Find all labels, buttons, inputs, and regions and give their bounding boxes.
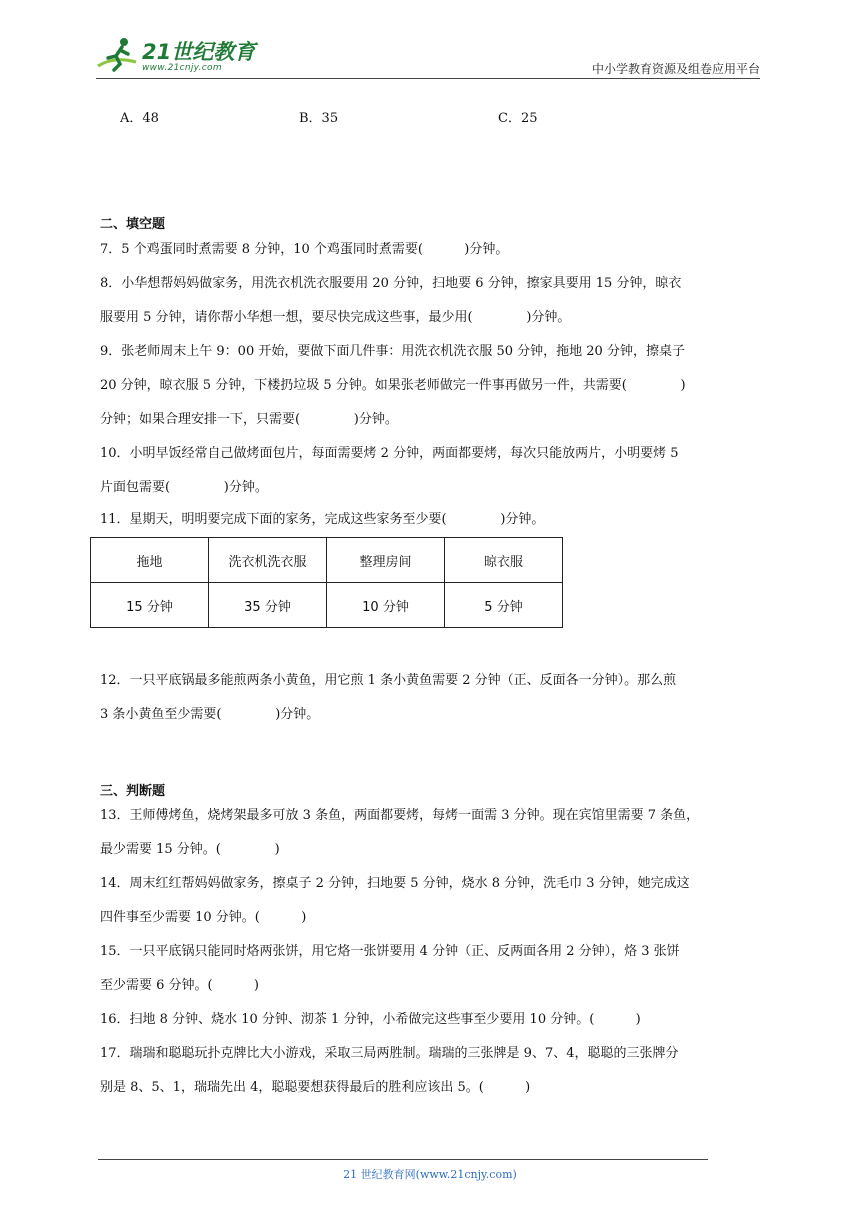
logo-title: 21世纪教育 — [142, 40, 256, 64]
question-line: 14．周末红红帮妈妈做家务，擦桌子 2 分钟，扫地要 5 分钟，烧水 8 分钟，洗毛巾 3 分钟，她完成这 — [100, 876, 690, 891]
question-line: 别是 8、5、1，瑞瑞先出 4，聪聪要想获得最后的胜利应该出 5。( ) — [100, 1080, 531, 1095]
table-header-cell: 洗衣机洗衣服 — [209, 538, 327, 583]
logo-url: www.21cnjy.com — [142, 63, 222, 73]
question-line: 分钟；如果合理安排一下，只需要( )分钟。 — [100, 412, 398, 427]
option-b: B．35 — [299, 111, 339, 126]
chores-table — [90, 537, 563, 628]
runner-logo-icon — [96, 36, 140, 74]
header-divider — [96, 78, 760, 79]
question-line: 12．一只平底锅最多能煎两条小黄鱼，用它煎 1 条小黄鱼需要 2 分钟（正、反面各一分钟）。那么煎 — [100, 673, 677, 688]
question-line: 9．张老师周末上午 9：00 开始，要做下面几件事：用洗衣机洗衣服 50 分钟，拖地 20 分钟，擦桌子 — [100, 344, 685, 359]
site-logo — [96, 30, 266, 80]
platform-name: 中小学教育资源及组卷应用平台 — [591, 62, 760, 76]
table-cell: 10 分钟 — [327, 583, 445, 628]
question-line: 17．瑞瑞和聪聪玩扑克牌比大小游戏，采取三局两胜制。瑞瑞的三张牌是 9、7、4，聪聪的三张牌分 — [100, 1046, 679, 1061]
question-line: 8．小华想帮妈妈做家务，用洗衣机洗衣服要用 20 分钟，扫地要 6 分钟，擦家具要用 15 分钟，晾衣 — [100, 276, 682, 291]
question-line: 15．一只平底锅只能同时烙两张饼，用它烙一张饼要用 4 分钟（正、反两面各用 2 分钟），烙 3 张饼 — [100, 944, 680, 959]
table-cell: 5 分钟 — [445, 583, 563, 628]
question-line: 11．星期天，明明要完成下面的家务，完成这些家务至少要( )分钟。 — [100, 512, 545, 527]
question-line: 四件事至少需要 10 分钟。( ) — [100, 910, 307, 925]
table-header-row — [91, 538, 563, 583]
option-c: C．25 — [498, 111, 538, 126]
question-line: 20 分钟，晾衣服 5 分钟，下楼扔垃圾 5 分钟。如果张老师做完一件事再做另一件，共需要( ) — [100, 378, 686, 393]
table-header-cell: 晾衣服 — [445, 538, 563, 583]
question-line: 至少需要 6 分钟。( ) — [100, 978, 260, 993]
question-line: 3 条小黄鱼至少需要( )分钟。 — [100, 707, 320, 722]
question-line: 片面包需要( )分钟。 — [100, 480, 268, 495]
question-line: 16．扫地 8 分钟、烧水 10 分钟、沏茶 1 分钟，小希做完这些事至少要用 10 分钟。( ) — [100, 1012, 641, 1027]
table-header-cell: 整理房间 — [327, 538, 445, 583]
table-cell: 15 分钟 — [91, 583, 209, 628]
table-cell: 35 分钟 — [209, 583, 327, 628]
question-line: 7．5 个鸡蛋同时煮需要 8 分钟，10 个鸡蛋同时煮需要( )分钟。 — [100, 242, 509, 257]
question-line: 10．小明早饭经常自己做烤面包片，每面需要烤 2 分钟，两面都要烤，每次只能放两片，小明要烤 5 — [100, 446, 679, 461]
footer-divider — [98, 1159, 708, 1160]
table-header-cell: 拖地 — [91, 538, 209, 583]
page-header — [96, 30, 760, 80]
section-title-judge: 三、判断题 — [100, 784, 166, 799]
question-line: 服要用 5 分钟，请你帮小华想一想，要尽快完成这些事，最少用( )分钟。 — [100, 310, 571, 325]
section-title-fill: 二、填空题 — [100, 217, 166, 232]
footer-link[interactable]: 21 世纪教育网(www.21cnjy.com) — [343, 1168, 517, 1181]
table-row — [91, 583, 563, 628]
question-line: 13．王师傅烤鱼，烧烤架最多可放 3 条鱼，两面都要烤，每烤一面需 3 分钟。现在宾馆里需要 7 条鱼， — [100, 808, 700, 823]
option-a: A．48 — [120, 111, 159, 126]
question-line: 最少需要 15 分钟。( ) — [100, 842, 280, 857]
